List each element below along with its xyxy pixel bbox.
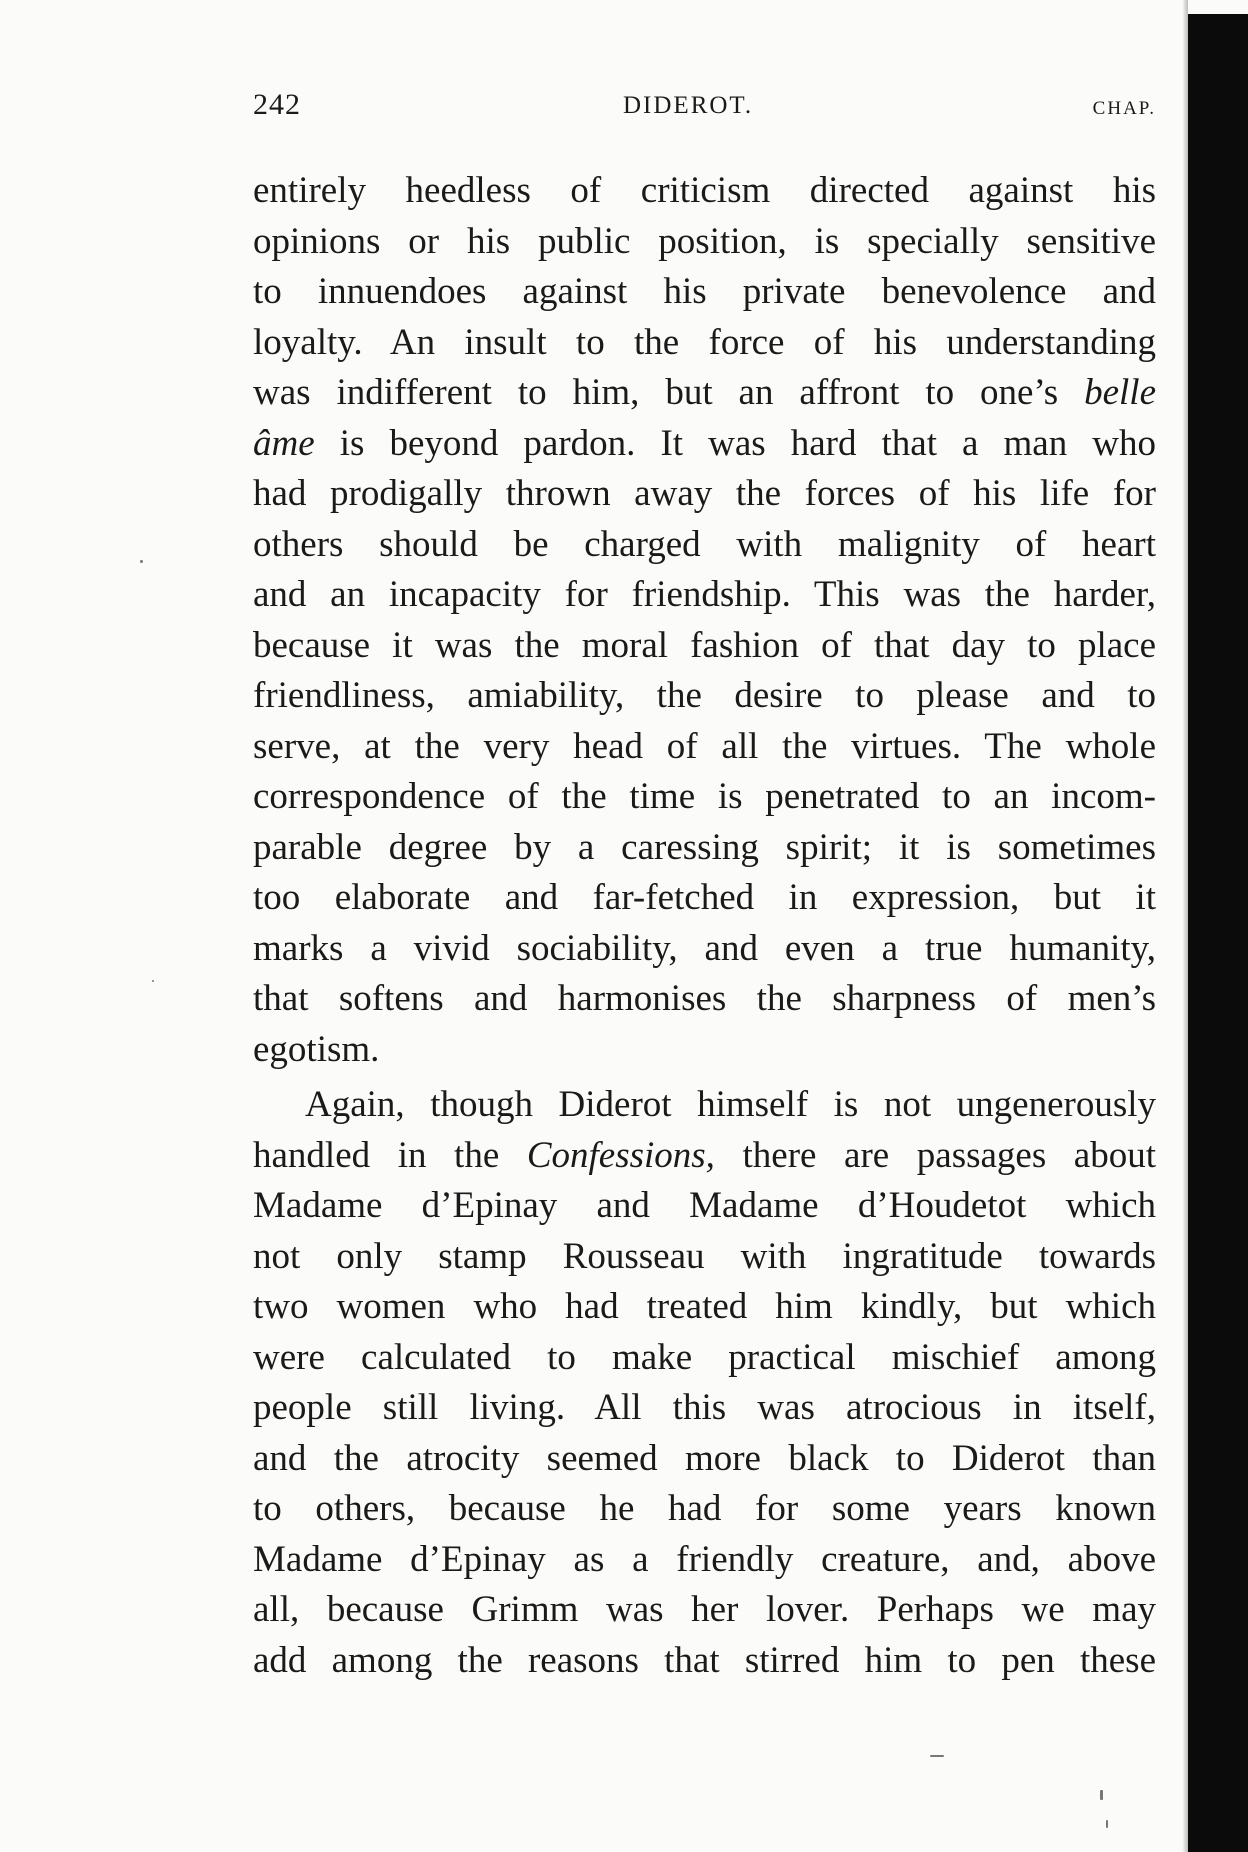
text-line: and the atrocity seemed more black to Diderot than [253, 1437, 1156, 1479]
text-line: because it was the moral fashion of that day to place [253, 624, 1156, 666]
text-line: had prodigally thrown away the forces of his life for [253, 473, 1156, 514]
text-line: opinions or his public position, is specially sensitive [253, 220, 1156, 262]
paper-speck [1100, 1790, 1103, 1800]
text-line: and an incapacity for friendship. This was the harder, [253, 574, 1156, 615]
text-line [253, 1131, 1156, 1182]
text-line [253, 419, 1156, 470]
text-line: friendliness, amiability, the desire to please and to [253, 675, 1156, 716]
text-line: egotism. [253, 1028, 380, 1070]
text-line: marks a vivid sociability, and even a true humanity, [253, 927, 1156, 969]
italic-phrase: âme [253, 422, 315, 464]
text-line: not only stamp Rousseau with ingratitude towards [253, 1235, 1156, 1277]
paper-speck [140, 560, 143, 563]
text-line: were calculated to make practical mischief among [253, 1336, 1156, 1378]
paragraph-2 [253, 1080, 1156, 1686]
paper-speck [1106, 1820, 1108, 1828]
text-segment: is beyond pardon. It was hard that a man who [339, 422, 1157, 464]
chapter-marker: CHAP. [1092, 98, 1156, 119]
text-line [253, 368, 1156, 419]
book-spine-edge [1188, 14, 1248, 1852]
text-line: add among the reasons that stirred him to pen these [253, 1639, 1156, 1681]
text-segment: there are passages about [742, 1134, 1157, 1176]
text-segment: handled in the [253, 1134, 500, 1176]
paper-speck [930, 1755, 944, 1757]
text-line: too elaborate and far-fetched in expression, but it [253, 877, 1156, 918]
text-line: correspondence of the time is penetrated to an incom- [253, 776, 1156, 817]
text-line: Madame d’Epinay as a friendly creature, and, above [253, 1538, 1156, 1580]
italic-title: Confessions, [526, 1134, 715, 1176]
text-line: serve, at the very head of all the virtues. The whole [253, 725, 1156, 767]
italic-phrase: belle [1084, 372, 1156, 413]
text-line: Again, though Diderot himself is not ungenerously [305, 1084, 1156, 1125]
text-line: people still living. All this was atrocious in itself, [253, 1387, 1156, 1428]
text-line: to others, because he had for some years known [253, 1488, 1156, 1529]
text-line: loyalty. An insult to the force of his understanding [253, 321, 1156, 363]
text-line: others should be charged with malignity of heart [253, 523, 1156, 565]
text-line: parable degree by a caressing spirit; it is sometimes [253, 826, 1156, 868]
paragraph-1 [253, 166, 1156, 1075]
text-line: Madame d’Epinay and Madame d’Houdetot which [253, 1185, 1156, 1226]
paper-speck [152, 980, 154, 982]
text-line: entirely heedless of criticism directed against his [253, 170, 1156, 211]
page-header [253, 88, 1156, 128]
text-line: all, because Grimm was her lover. Perhaps we may [253, 1589, 1156, 1630]
body-text [253, 166, 1156, 1686]
text-segment: was indifferent to him, but an affront to one’s [253, 372, 1059, 413]
page-number: 242 [253, 88, 301, 121]
running-title: DIDEROT. [623, 92, 754, 119]
text-line: two women who had treated him kindly, but which [253, 1286, 1156, 1327]
text-line: to innuendoes against his private benevolence and [253, 271, 1156, 312]
text-line: that softens and harmonises the sharpness of men’s [253, 978, 1156, 1019]
